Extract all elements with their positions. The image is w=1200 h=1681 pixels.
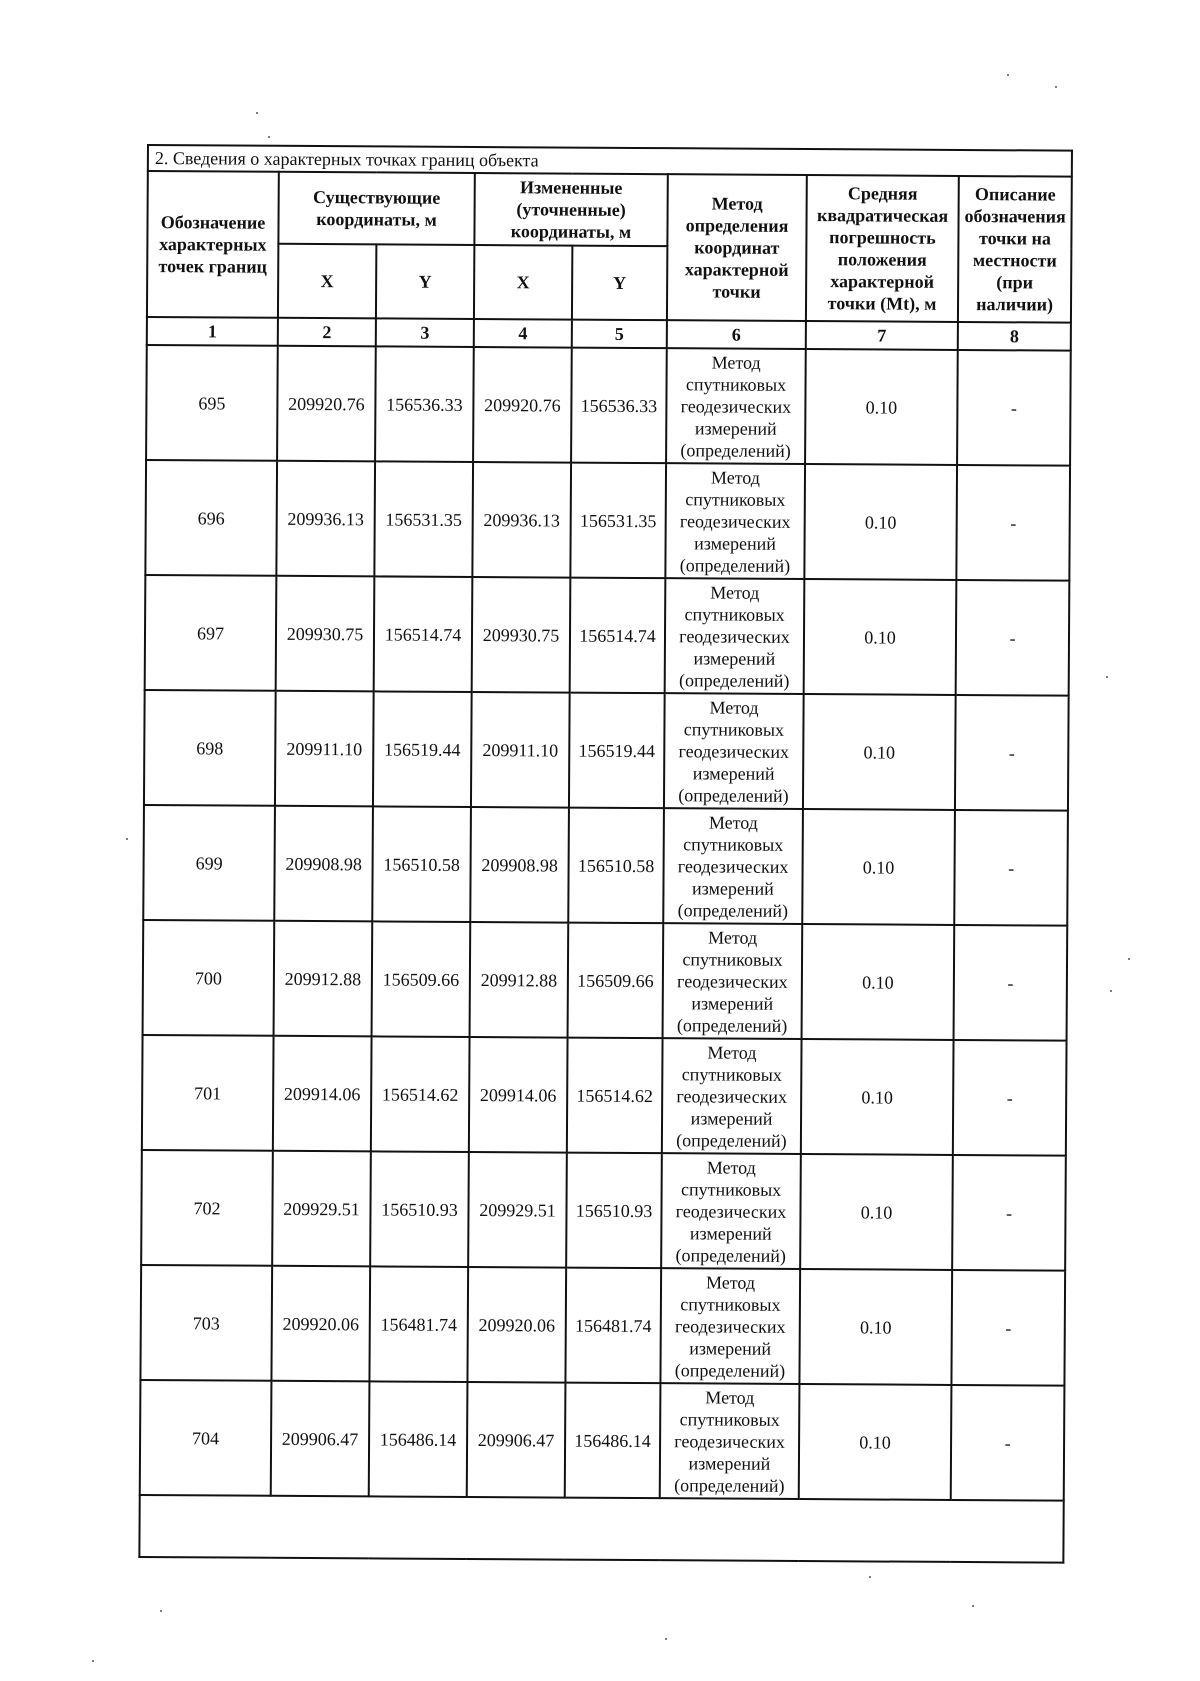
- error: 0.10: [802, 809, 955, 925]
- scan-speck: [869, 1576, 871, 1578]
- x-existing: 209929.51: [272, 1151, 371, 1267]
- y-existing: 156514.74: [374, 576, 473, 692]
- scan-speck: [256, 112, 258, 114]
- table-row: [146, 345, 1071, 466]
- table-body: [139, 145, 1072, 1563]
- point-number: 698: [144, 690, 276, 806]
- method: Метод спутниковых геодезических измерений (определений): [662, 1038, 802, 1154]
- column-number: 2: [278, 318, 376, 347]
- scan-speck: [1007, 74, 1009, 76]
- column-number: 4: [474, 319, 572, 348]
- x-existing: 209912.88: [274, 921, 373, 1037]
- y-changed: 156509.66: [568, 923, 664, 1039]
- error: 0.10: [804, 464, 957, 580]
- description: -: [957, 350, 1071, 466]
- header-y-changed: Y: [572, 246, 667, 321]
- x-changed: 209912.88: [470, 922, 569, 1038]
- point-number: 699: [143, 805, 275, 921]
- scan-speck: [1106, 676, 1108, 678]
- table-row: [143, 805, 1068, 926]
- error: 0.10: [805, 349, 958, 465]
- x-existing: 209920.76: [277, 346, 376, 462]
- table-row: [145, 460, 1070, 581]
- x-existing: 209930.75: [276, 576, 375, 692]
- x-existing: 209936.13: [276, 461, 375, 577]
- point-number: 695: [146, 345, 278, 461]
- x-changed: 209930.75: [472, 577, 571, 693]
- point-number: 704: [140, 1380, 272, 1496]
- method: Метод спутниковых геодезических измерений (определений): [665, 578, 805, 694]
- error: 0.10: [802, 924, 955, 1040]
- method: Метод спутниковых геодезических измерений (определений): [663, 923, 803, 1039]
- table-row: [140, 1380, 1065, 1501]
- x-changed: 209906.47: [467, 1382, 566, 1498]
- column-number: 5: [572, 320, 667, 349]
- y-existing: 156519.44: [373, 691, 472, 807]
- header-designation: Обозначение характерных точек границ: [147, 171, 279, 318]
- x-existing: 209911.10: [275, 691, 374, 807]
- empty-row: [139, 1495, 1063, 1563]
- header-point-description: Описание обозначения точки на местности (при наличии): [958, 176, 1072, 323]
- column-number: 3: [376, 318, 474, 347]
- scan-speck: [92, 1660, 94, 1662]
- point-number: 703: [140, 1265, 272, 1381]
- y-existing: 156531.35: [374, 461, 473, 577]
- y-existing: 156486.14: [369, 1381, 468, 1497]
- description: -: [951, 1385, 1065, 1501]
- y-changed: 156510.58: [568, 808, 664, 924]
- y-changed: 156536.33: [571, 348, 667, 464]
- x-changed: 209936.13: [472, 462, 571, 578]
- header-existing-coordinates: Существующие координаты, м: [278, 172, 474, 245]
- x-changed: 209914.06: [469, 1037, 568, 1153]
- header-method: Метод определения координат характерной точки: [667, 174, 807, 321]
- point-number: 701: [142, 1035, 274, 1151]
- y-changed: 156531.35: [570, 463, 666, 579]
- scan-speck: [972, 1605, 974, 1607]
- x-existing: 209914.06: [273, 1036, 372, 1152]
- table-title: 2. Сведения о характерных точках границ объекта: [148, 145, 1072, 177]
- column-number: 8: [958, 322, 1071, 351]
- method: Метод спутниковых геодезических измерений (определений): [666, 348, 806, 464]
- x-existing: 209906.47: [271, 1381, 370, 1497]
- error: 0.10: [803, 694, 956, 810]
- description: -: [953, 1040, 1067, 1156]
- method: Метод спутниковых геодезических измерений (определений): [661, 1153, 801, 1269]
- description: -: [954, 925, 1068, 1041]
- y-changed: 156510.93: [566, 1153, 662, 1269]
- x-changed: 209920.76: [473, 347, 572, 463]
- table-row: [140, 1265, 1065, 1386]
- table-row: [145, 575, 1070, 696]
- column-number: 6: [667, 320, 806, 349]
- description: -: [955, 695, 1069, 811]
- column-number: 1: [147, 317, 278, 346]
- description: -: [954, 810, 1068, 926]
- y-changed: 156514.62: [567, 1038, 663, 1154]
- method: Метод спутниковых геодезических измерений (определений): [663, 808, 803, 924]
- x-existing: 209908.98: [274, 806, 373, 922]
- x-existing: 209920.06: [271, 1266, 370, 1382]
- description: -: [952, 1155, 1066, 1271]
- scan-speck: [1128, 958, 1130, 960]
- x-changed: 209908.98: [470, 807, 569, 923]
- error: 0.10: [799, 1269, 952, 1385]
- y-existing: 156510.93: [370, 1151, 469, 1267]
- y-existing: 156536.33: [375, 346, 474, 462]
- y-existing: 156509.66: [372, 921, 471, 1037]
- table-row: [141, 1150, 1066, 1271]
- description: -: [956, 580, 1070, 696]
- y-changed: 156519.44: [569, 693, 665, 809]
- error: 0.10: [801, 1039, 954, 1155]
- scan-speck: [268, 136, 270, 138]
- y-changed: 156514.74: [570, 578, 666, 694]
- y-changed: 156481.74: [565, 1268, 661, 1384]
- header-changed-coordinates: Измененные (уточненные) координаты, м: [474, 173, 667, 246]
- header-y-existing: Y: [376, 244, 474, 319]
- point-number: 702: [141, 1150, 273, 1266]
- method: Метод спутниковых геодезических измерений (определений): [664, 693, 804, 809]
- y-changed: 156486.14: [565, 1383, 661, 1499]
- table-row: [144, 690, 1069, 811]
- method: Метод спутниковых геодезических измерений (определений): [665, 463, 805, 579]
- table-row: [143, 920, 1068, 1041]
- error: 0.10: [800, 1154, 953, 1270]
- y-existing: 156481.74: [369, 1266, 468, 1382]
- x-changed: 209920.06: [467, 1267, 566, 1383]
- point-number: 697: [145, 575, 277, 691]
- description: -: [951, 1270, 1065, 1386]
- scan-speck: [1110, 990, 1112, 992]
- scan-speck: [160, 1610, 162, 1612]
- scan-speck: [665, 1638, 667, 1640]
- x-changed: 209929.51: [468, 1152, 567, 1268]
- header-mean-square-error: Средняя квадратическая погрешность положения характерной точки (Mt), м: [806, 175, 959, 322]
- column-number: 7: [806, 321, 958, 350]
- method: Метод спутниковых геодезических измерений (определений): [660, 1268, 800, 1384]
- x-changed: 209911.10: [471, 692, 570, 808]
- header-x-changed: X: [474, 245, 572, 320]
- y-existing: 156514.62: [371, 1036, 470, 1152]
- table-row: [142, 1035, 1067, 1156]
- header-x-existing: X: [278, 244, 376, 319]
- scan-speck: [126, 838, 128, 840]
- error: 0.10: [799, 1384, 952, 1500]
- description: -: [956, 465, 1070, 581]
- boundary-points-table: [138, 144, 1073, 1564]
- point-number: 696: [145, 460, 277, 576]
- method: Метод спутниковых геодезических измерений (определений): [660, 1383, 800, 1499]
- empty-cell: [139, 1495, 1063, 1563]
- error: 0.10: [804, 579, 957, 695]
- scan-speck: [1055, 86, 1057, 88]
- y-existing: 156510.58: [372, 806, 471, 922]
- point-number: 700: [143, 920, 275, 1036]
